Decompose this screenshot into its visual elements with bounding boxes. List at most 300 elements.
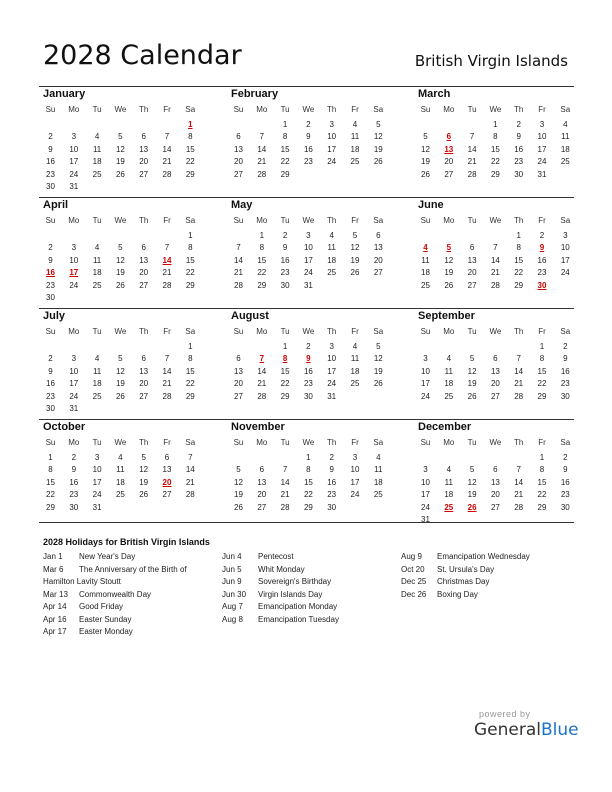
weekday-label: Tu — [467, 438, 477, 447]
holiday-name: St. Ursula's Day — [437, 564, 495, 574]
day-cell: 29 — [537, 391, 547, 401]
day-cell: 27 — [373, 268, 383, 278]
day-cell: 3 — [423, 465, 428, 475]
weekday-label: Mo — [68, 438, 80, 447]
day-cell: 28 — [514, 502, 524, 512]
weekday-label: Tu — [280, 327, 290, 336]
day-cell: 8 — [539, 354, 545, 364]
day-cell: 2 — [539, 231, 545, 240]
day-cell: 29 — [303, 502, 313, 512]
day-cell: 14 — [467, 144, 477, 154]
day-cell: 8 — [48, 465, 53, 475]
month-name: December — [418, 421, 472, 433]
weekday-label: Th — [139, 327, 149, 336]
day-cell: 7 — [469, 132, 475, 142]
day-cell: 30 — [46, 404, 55, 413]
weekday-label: Su — [45, 438, 56, 447]
day-cell: 31 — [69, 182, 79, 191]
day-cell: 1 — [48, 453, 53, 462]
day-cell: 21 — [162, 157, 172, 167]
day-cell: 27 — [490, 391, 500, 401]
day-cell: 28 — [514, 391, 524, 401]
weekday-label: Su — [233, 438, 244, 447]
weekday-label: Sa — [185, 105, 196, 114]
day-cell: 22 — [46, 490, 55, 500]
day-cell: 7 — [516, 465, 521, 475]
holiday-name: New Year's Day — [79, 552, 136, 561]
weekday-label: Tu — [92, 105, 102, 114]
month-name: January — [43, 88, 86, 100]
day-cell: 27 — [257, 502, 267, 512]
weekday-label: Sa — [560, 216, 571, 225]
day-cell: 2 — [516, 120, 521, 129]
day-cell: 11 — [421, 255, 430, 265]
day-cell: 1 — [282, 120, 288, 129]
day-cell: 19 — [115, 379, 125, 389]
day-cell: 9 — [516, 132, 521, 142]
month-name: September — [418, 310, 475, 322]
holiday-date-label: Dec 25 — [401, 577, 427, 586]
weekday-label: Fr — [163, 105, 171, 114]
day-cell: 25 — [92, 280, 102, 290]
day-cell: 4 — [376, 453, 381, 462]
day-cell: 29 — [257, 280, 267, 290]
brand-part-blue: Blue — [541, 720, 579, 740]
weekday-label: We — [114, 438, 127, 447]
day-cell: 7 — [493, 243, 498, 253]
weekday-label: Th — [327, 216, 337, 225]
day-cell: 16 — [303, 366, 313, 376]
day-cell: 24 — [560, 268, 570, 278]
day-cell: 16 — [280, 255, 290, 265]
day-cell: 25 — [373, 490, 383, 500]
weekday-label: Th — [514, 216, 524, 225]
day-cell: 28 — [162, 280, 172, 290]
day-cell: 10 — [421, 477, 430, 487]
weekday-label: Fr — [351, 216, 359, 225]
day-cell: 3 — [539, 120, 545, 129]
day-cell: 20 — [490, 490, 500, 500]
day-cell: 18 — [92, 379, 102, 389]
day-cell: 12 — [467, 477, 477, 487]
weekday-label: Fr — [538, 327, 546, 336]
day-cell: 10 — [69, 366, 79, 376]
day-cell: 17 — [327, 144, 337, 154]
day-cell: 28 — [280, 502, 290, 512]
day-cell: 5 — [118, 243, 123, 253]
day-cell: 30 — [514, 169, 524, 179]
day-cell: 27 — [444, 169, 454, 179]
day-cell: 29 — [280, 391, 290, 401]
day-cell: 6 — [259, 465, 265, 475]
day-cell: 27 — [234, 169, 243, 179]
day-cell: 14 — [185, 465, 195, 475]
day-cell: 16 — [46, 379, 55, 389]
day-cell: 20 — [444, 157, 454, 167]
day-cell: 15 — [46, 477, 55, 487]
weekday-label: We — [114, 216, 127, 225]
holiday-date: 30 — [537, 280, 547, 290]
day-cell: 8 — [516, 243, 521, 253]
month-name: May — [231, 199, 253, 211]
day-cell: 31 — [537, 169, 547, 179]
day-cell: 19 — [373, 144, 383, 154]
day-cell: 2 — [306, 342, 311, 351]
day-cell: 12 — [421, 144, 430, 154]
day-cell: 21 — [185, 477, 195, 487]
weekday-label: Tu — [92, 438, 102, 447]
day-cell: 3 — [329, 120, 334, 129]
day-cell: 1 — [188, 231, 193, 240]
weekday-label: Su — [233, 327, 244, 336]
day-cell: 15 — [185, 144, 195, 154]
day-cell: 29 — [537, 502, 547, 512]
month-name: February — [231, 88, 279, 100]
holiday-name: Easter Sunday — [79, 614, 132, 624]
day-cell: 27 — [467, 280, 477, 290]
day-cell: 4 — [352, 342, 358, 351]
holiday-name: Christmas Day — [437, 577, 490, 586]
day-cell: 19 — [115, 268, 125, 278]
day-cell: 24 — [421, 502, 430, 512]
holiday-date-label: Apr 14 — [43, 602, 67, 611]
day-cell: 13 — [467, 255, 477, 265]
day-cell: 8 — [306, 465, 311, 475]
day-cell: 1 — [539, 342, 545, 351]
day-cell: 17 — [327, 366, 337, 376]
day-cell: 24 — [69, 391, 79, 401]
day-cell: 23 — [514, 157, 524, 167]
holiday-name: Emancipation Tuesday — [258, 614, 339, 624]
day-cell: 5 — [423, 132, 428, 142]
day-cell: 30 — [46, 293, 55, 302]
day-cell: 4 — [94, 132, 100, 142]
holiday-date: 4 — [423, 243, 428, 253]
page-title: 2028 Calendar — [43, 40, 242, 71]
day-cell: 23 — [46, 169, 55, 179]
day-cell: 20 — [467, 268, 477, 278]
brand-part-general: General — [474, 720, 541, 740]
day-cell: 26 — [467, 391, 477, 401]
weekday-label: We — [489, 327, 502, 336]
day-cell: 24 — [327, 157, 337, 167]
day-cell: 23 — [303, 379, 313, 389]
weekday-label: Su — [420, 105, 431, 114]
weekday-label: Sa — [185, 216, 196, 225]
day-cell: 2 — [306, 120, 311, 129]
day-cell: 15 — [303, 477, 313, 487]
day-cell: 4 — [446, 465, 452, 475]
day-cell: 22 — [185, 157, 195, 167]
day-cell: 1 — [516, 231, 521, 240]
day-cell: 22 — [490, 157, 500, 167]
day-cell: 20 — [373, 255, 383, 265]
holiday-name: Virgin Islands Day — [258, 589, 323, 599]
day-cell: 17 — [69, 379, 79, 389]
day-cell: 29 — [185, 280, 195, 290]
holiday-name: Emancipation Wednesday — [437, 552, 530, 561]
month-row — [39, 197, 574, 308]
day-cell: 9 — [563, 465, 568, 475]
holiday-date: 9 — [539, 243, 545, 253]
day-cell: 29 — [490, 169, 500, 179]
weekday-label: Tu — [467, 216, 477, 225]
holiday-date: 7 — [259, 354, 265, 364]
day-cell: 6 — [469, 243, 475, 253]
day-cell: 26 — [373, 157, 383, 167]
holiday-date: 14 — [162, 255, 172, 265]
holidays-title: 2028 Holidays for British Virgin Islands — [43, 537, 210, 547]
day-cell: 6 — [141, 132, 146, 142]
day-cell: 2 — [48, 132, 53, 142]
day-cell: 18 — [350, 366, 360, 376]
day-cell: 18 — [444, 379, 454, 389]
day-cell: 5 — [141, 453, 146, 462]
weekday-label: Fr — [163, 216, 171, 225]
weekday-label: Fr — [538, 105, 546, 114]
day-cell: 10 — [350, 465, 360, 475]
day-cell: 24 — [327, 379, 337, 389]
day-cell: 13 — [234, 144, 243, 154]
day-cell: 16 — [514, 144, 524, 154]
day-cell: 19 — [467, 379, 477, 389]
day-cell: 26 — [139, 490, 149, 500]
day-cell: 25 — [560, 157, 570, 167]
day-cell: 23 — [537, 268, 547, 278]
day-cell: 17 — [560, 255, 570, 265]
day-cell: 26 — [115, 280, 125, 290]
day-cell: 31 — [421, 515, 430, 524]
day-cell: 12 — [139, 465, 149, 475]
day-cell: 4 — [446, 354, 452, 364]
day-cell: 3 — [94, 453, 100, 462]
day-cell: 13 — [373, 243, 383, 253]
weekday-label: Fr — [538, 438, 546, 447]
day-cell: 2 — [71, 453, 77, 462]
day-cell: 22 — [303, 490, 313, 500]
day-cell: 15 — [257, 255, 267, 265]
weekday-label: We — [302, 216, 315, 225]
day-cell: 25 — [115, 490, 125, 500]
day-cell: 6 — [493, 354, 498, 364]
day-cell: 1 — [282, 342, 288, 351]
day-cell: 30 — [303, 391, 313, 401]
country-name: British Virgin Islands — [414, 52, 568, 70]
day-cell: 2 — [48, 243, 53, 253]
day-cell: 2 — [329, 453, 334, 462]
weekday-label: Mo — [256, 105, 268, 114]
day-cell: 11 — [350, 132, 360, 142]
day-cell: 25 — [421, 280, 430, 290]
weekday-label: Tu — [467, 327, 477, 336]
month-row — [39, 86, 574, 197]
day-cell: 26 — [421, 169, 430, 179]
day-cell: 23 — [560, 490, 570, 500]
day-cell: 3 — [71, 354, 77, 364]
day-cell: 6 — [236, 354, 241, 364]
day-cell: 13 — [139, 366, 149, 376]
weekday-label: Su — [420, 438, 431, 447]
day-cell: 14 — [234, 255, 243, 265]
day-cell: 27 — [139, 169, 149, 179]
day-cell: 29 — [46, 502, 55, 512]
weekday-label: Sa — [373, 438, 384, 447]
day-cell: 23 — [46, 391, 55, 401]
weekday-label: Su — [45, 105, 56, 114]
day-cell: 9 — [306, 132, 311, 142]
day-cell: 6 — [141, 243, 146, 253]
day-cell: 21 — [162, 379, 172, 389]
day-cell: 1 — [188, 342, 193, 351]
day-cell: 18 — [350, 144, 360, 154]
day-cell: 24 — [537, 157, 547, 167]
day-cell: 19 — [350, 255, 360, 265]
weekday-label: Tu — [467, 105, 477, 114]
day-cell: 9 — [71, 465, 77, 475]
day-cell: 27 — [139, 280, 149, 290]
day-cell: 7 — [516, 354, 521, 364]
month-name: August — [231, 310, 269, 322]
day-cell: 21 — [514, 379, 524, 389]
day-cell: 29 — [280, 169, 290, 179]
weekday-label: We — [489, 105, 502, 114]
day-cell: 20 — [234, 379, 243, 389]
weekday-label: We — [114, 105, 127, 114]
day-cell: 21 — [162, 268, 172, 278]
weekday-label: Mo — [68, 216, 80, 225]
day-cell: 29 — [514, 280, 524, 290]
day-cell: 23 — [46, 280, 55, 290]
day-cell: 22 — [514, 268, 524, 278]
day-cell: 7 — [259, 132, 265, 142]
day-cell: 8 — [259, 243, 265, 253]
day-cell: 6 — [376, 231, 381, 240]
day-cell: 18 — [115, 477, 125, 487]
weekday-label: Tu — [92, 216, 102, 225]
holiday-date-label: Oct 20 — [401, 564, 425, 574]
day-cell: 24 — [303, 268, 313, 278]
day-cell: 4 — [352, 120, 358, 129]
day-cell: 19 — [421, 157, 430, 167]
weekday-label: Tu — [280, 438, 290, 447]
weekday-label: Sa — [373, 105, 384, 114]
month-name: October — [43, 421, 86, 433]
weekday-label: Sa — [560, 438, 571, 447]
holiday-name: Good Friday — [79, 602, 124, 611]
day-cell: 12 — [115, 366, 125, 376]
day-cell: 26 — [115, 391, 125, 401]
holiday-date: 25 — [444, 502, 454, 512]
day-cell: 7 — [164, 354, 170, 364]
holiday-name: Boxing Day — [437, 589, 478, 599]
day-cell: 15 — [280, 144, 290, 154]
day-cell: 28 — [257, 391, 267, 401]
day-cell: 26 — [115, 169, 125, 179]
weekday-label: We — [489, 216, 502, 225]
day-cell: 17 — [92, 477, 102, 487]
day-cell: 18 — [444, 490, 454, 500]
day-cell: 21 — [257, 157, 267, 167]
day-cell: 11 — [92, 366, 102, 376]
day-cell: 11 — [561, 132, 570, 142]
day-cell: 29 — [185, 391, 195, 401]
day-cell: 23 — [69, 490, 79, 500]
weekday-label: Su — [233, 216, 244, 225]
day-cell: 17 — [69, 157, 79, 167]
day-cell: 21 — [490, 268, 500, 278]
weekday-label: Tu — [280, 216, 290, 225]
day-cell: 28 — [185, 490, 195, 500]
day-cell: 11 — [327, 243, 336, 253]
day-cell: 5 — [469, 354, 475, 364]
day-cell: 23 — [560, 379, 570, 389]
day-cell: 14 — [257, 366, 267, 376]
holiday-date: 5 — [446, 243, 452, 253]
holiday-date-label: Jun 30 — [222, 589, 247, 599]
day-cell: 30 — [46, 182, 55, 191]
day-cell: 14 — [162, 144, 172, 154]
day-cell: 6 — [141, 354, 146, 364]
day-cell: 30 — [560, 391, 570, 401]
weekday-label: Tu — [92, 327, 102, 336]
weekday-label: Su — [233, 105, 244, 114]
holiday-date-label: Jun 5 — [222, 564, 242, 574]
weekday-label: Sa — [560, 327, 571, 336]
day-cell: 10 — [303, 243, 313, 253]
day-cell: 22 — [185, 379, 195, 389]
day-cell: 20 — [234, 157, 243, 167]
holiday-name: Sovereign's Birthday — [258, 577, 332, 586]
day-cell: 8 — [188, 243, 193, 253]
day-cell: 25 — [350, 157, 360, 167]
day-cell: 4 — [563, 120, 568, 129]
day-cell: 21 — [514, 490, 524, 500]
day-cell: 3 — [563, 231, 568, 240]
day-cell: 4 — [329, 231, 334, 240]
day-cell: 3 — [329, 342, 334, 351]
day-cell: 25 — [327, 268, 337, 278]
day-cell: 9 — [329, 465, 334, 475]
day-cell: 4 — [118, 453, 123, 462]
holiday-date: 16 — [46, 268, 55, 278]
weekday-label: Th — [327, 105, 337, 114]
powered-by-text: powered by — [479, 709, 531, 719]
weekday-label: Fr — [163, 327, 171, 336]
weekday-label: We — [302, 105, 315, 114]
day-cell: 12 — [373, 132, 383, 142]
day-cell: 9 — [48, 144, 53, 154]
weekday-label: Fr — [163, 438, 171, 447]
day-cell: 22 — [280, 157, 290, 167]
day-cell: 19 — [139, 477, 149, 487]
weekday-label: We — [489, 438, 502, 447]
day-cell: 2 — [48, 354, 53, 364]
holiday-date-label: Jun 9 — [222, 577, 242, 586]
holiday-name: Pentecost — [258, 552, 294, 561]
day-cell: 3 — [71, 132, 77, 142]
holiday-name: Hamilton Lavity Stoutt — [43, 577, 121, 586]
day-cell: 19 — [373, 366, 383, 376]
day-cell: 25 — [92, 169, 102, 179]
day-cell: 26 — [373, 379, 383, 389]
day-cell: 26 — [350, 268, 360, 278]
holiday-date: 6 — [446, 132, 452, 142]
day-cell: 13 — [162, 465, 172, 475]
day-cell: 6 — [493, 465, 498, 475]
brand-logo[interactable] — [474, 720, 579, 740]
weekday-label: Tu — [280, 105, 290, 114]
day-cell: 18 — [92, 268, 102, 278]
